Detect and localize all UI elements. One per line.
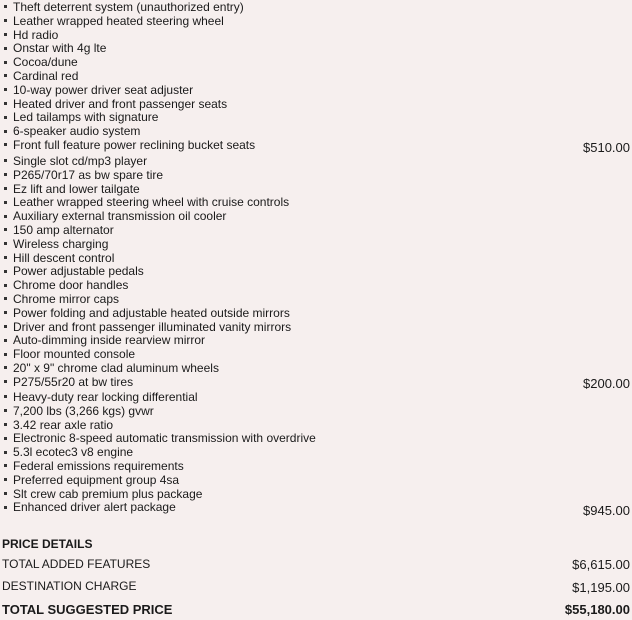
feature-item: [4, 168, 163, 182]
feature-item: [4, 154, 147, 168]
bullet-icon: [4, 143, 7, 146]
feature-item: [4, 97, 227, 111]
feature-item-label: 20" x 9" chrome clad aluminum wheels: [13, 361, 219, 375]
bullet-icon: [4, 33, 7, 36]
feature-item-label: Led tailamps with signature: [13, 110, 159, 125]
feature-item: [4, 138, 255, 152]
feature-item-label: Hill descent control: [13, 250, 115, 265]
bullet-icon: [4, 325, 7, 328]
feature-item: [4, 223, 114, 237]
bullet-icon: [4, 353, 7, 356]
feature-item: [4, 320, 291, 334]
bullet-icon: [4, 423, 7, 426]
bullet-icon: [4, 437, 7, 440]
feature-item: [4, 110, 158, 124]
destination-charge-value: $1,195.00: [572, 580, 630, 595]
feature-item: [4, 404, 154, 418]
bullet-icon: [4, 102, 7, 105]
bullet-icon: [4, 395, 7, 398]
feature-item: [4, 333, 205, 347]
bullet-icon: [4, 242, 7, 245]
feature-item-label: 3.42 rear axle ratio: [13, 417, 114, 432]
feature-item-label: Slt crew cab premium plus package: [13, 486, 203, 501]
feature-item: [4, 418, 113, 432]
feature-item: [4, 445, 133, 459]
destination-charge-label: DESTINATION CHARGE: [2, 579, 137, 593]
bullet-icon: [4, 88, 7, 91]
bullet-icon: [4, 215, 7, 218]
bullet-icon: [4, 74, 7, 77]
feature-item: [4, 14, 224, 28]
total-suggested-price-value: $55,180.00: [564, 602, 630, 617]
total-suggested-price-label: TOTAL SUGGESTED PRICE: [2, 602, 173, 617]
feature-item: [4, 347, 135, 361]
feature-item: [4, 209, 226, 223]
feature-item: [4, 195, 289, 209]
bullet-icon: [4, 478, 7, 481]
feature-item-label: Leather wrapped heated steering wheel: [13, 13, 224, 28]
feature-item: [4, 251, 114, 265]
bullet-icon: [4, 409, 7, 412]
feature-item: [4, 361, 219, 375]
bullet-icon: [4, 270, 7, 273]
feature-item-label: Wireless charging: [13, 236, 109, 251]
bullet-icon: [4, 19, 7, 22]
bullet-icon: [4, 380, 7, 383]
feature-item-label: P265/70r17 as bw spare tire: [13, 167, 164, 182]
feature-item: [4, 375, 133, 389]
bullet-icon: [4, 173, 7, 176]
feature-item: [4, 431, 316, 445]
feature-item-label: Heavy-duty rear locking differential: [13, 390, 198, 404]
feature-item: [4, 500, 176, 514]
feature-item-label: Ez lift and lower tailgate: [13, 181, 140, 196]
feature-group-price: $200.00: [583, 376, 630, 391]
bullet-icon: [4, 159, 7, 162]
total-added-features-value: $6,615.00: [572, 557, 630, 572]
feature-item-label: Floor mounted console: [13, 347, 136, 362]
feature-item: [4, 237, 108, 251]
feature-item-label: Cocoa/dune: [13, 55, 78, 70]
feature-item: [4, 264, 144, 278]
bullet-icon: [4, 492, 7, 495]
bullet-icon: [4, 187, 7, 190]
feature-item-label: Heated driver and front passenger seats: [13, 96, 228, 111]
feature-item: [4, 124, 140, 138]
bullet-icon: [4, 61, 7, 64]
feature-item-label: P275/55r20 at bw tires: [13, 374, 134, 389]
feature-item-label: Chrome door handles: [13, 278, 129, 293]
bullet-icon: [4, 256, 7, 259]
feature-item-label: Chrome mirror caps: [13, 292, 120, 306]
feature-item-label: Theft deterrent system (unauthorized entry): [13, 0, 244, 14]
feature-item: [4, 459, 184, 473]
feature-item: [4, 69, 78, 83]
feature-item-label: Single slot cd/mp3 player: [13, 154, 148, 168]
feature-item-label: Onstar with 4g lte: [13, 41, 107, 56]
feature-group-price: $510.00: [583, 140, 630, 155]
bullet-icon: [4, 464, 7, 467]
feature-item-label: 150 amp alternator: [13, 223, 114, 237]
feature-item-label: 10-way power driver seat adjuster: [13, 82, 194, 97]
bullet-icon: [4, 284, 7, 287]
bullet-icon: [4, 311, 7, 314]
bullet-icon: [4, 297, 7, 300]
feature-item-label: Auto-dimming inside rearview mirror: [13, 333, 206, 348]
price-details-heading: PRICE DETAILS: [2, 537, 93, 551]
feature-item: [4, 83, 193, 97]
feature-item-label: Auxiliary external transmission oil cooler: [13, 209, 227, 224]
bullet-icon: [4, 116, 7, 119]
feature-item: [4, 41, 106, 55]
bullet-icon: [4, 201, 7, 204]
bullet-icon: [4, 47, 7, 50]
bullet-icon: [4, 339, 7, 342]
feature-item-label: Power folding and adjustable heated outside mirrors: [13, 305, 290, 320]
feature-item-label: Electronic 8-speed automatic transmission with overdrive: [13, 431, 316, 446]
bullet-icon: [4, 5, 7, 8]
feature-item: [4, 306, 290, 320]
feature-item-label: Leather wrapped steering wheel with cruise controls: [13, 195, 290, 210]
feature-item-label: Cardinal red: [13, 69, 79, 83]
bullet-icon: [4, 130, 7, 133]
feature-item: [4, 182, 140, 196]
feature-item: [4, 473, 179, 487]
bullet-icon: [4, 451, 7, 454]
feature-item-label: 6-speaker audio system: [13, 124, 141, 139]
bullet-icon: [4, 228, 7, 231]
feature-item-label: Federal emissions requirements: [13, 459, 184, 473]
feature-item-label: Front full feature power reclining bucket seats: [13, 138, 256, 152]
feature-group-price: $945.00: [583, 503, 630, 518]
feature-item: [4, 292, 119, 306]
feature-item-label: Power adjustable pedals: [13, 264, 144, 279]
feature-item: [4, 0, 244, 14]
bullet-icon: [4, 506, 7, 509]
feature-item-label: 7,200 lbs (3,266 kgs) gvwr: [13, 403, 154, 418]
total-added-features-label: TOTAL ADDED FEATURES: [2, 557, 151, 571]
feature-item-label: Driver and front passenger illuminated vanity mirrors: [13, 319, 292, 334]
feature-item: [4, 28, 58, 42]
feature-item: [4, 390, 198, 404]
bullet-icon: [4, 366, 7, 369]
feature-item: [4, 487, 202, 501]
feature-item-label: Preferred equipment group 4sa: [13, 472, 180, 487]
feature-item: [4, 55, 78, 69]
feature-item-label: 5.3l ecotec3 v8 engine: [13, 445, 134, 460]
feature-item-label: Enhanced driver alert package: [13, 500, 176, 515]
feature-item-label: Hd radio: [13, 27, 59, 42]
feature-item: [4, 278, 128, 292]
